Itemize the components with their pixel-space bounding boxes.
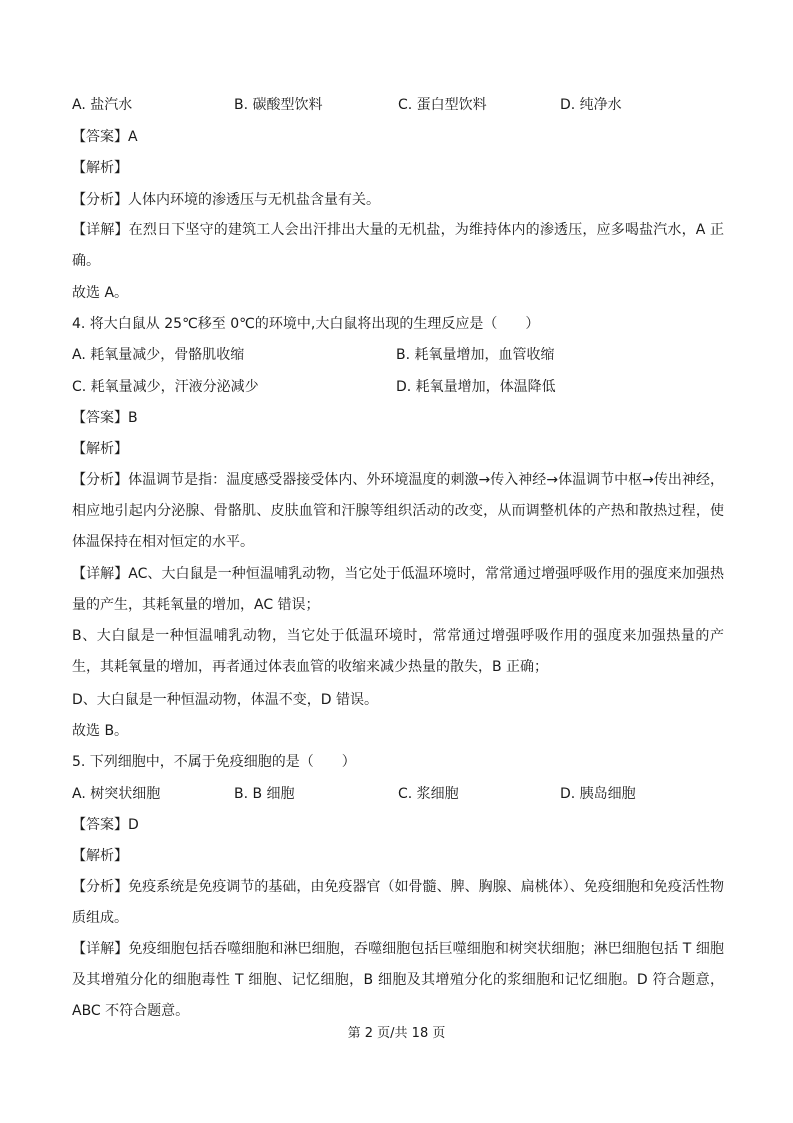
q3-option-b: B. 碳酸型饮料 xyxy=(234,97,323,113)
q5-option-c: C. 浆细胞 xyxy=(398,786,459,802)
q3-answer: 【答案】A xyxy=(72,129,138,145)
q3-option-c: C. 蛋白型饮料 xyxy=(398,97,487,113)
q5-analysis: 【分析】免疫系统是免疫调节的基础，由免疫器官（如骨髓、脾、胸腺、扁桃体）、免疫细胞和免疫活性物质组成。 xyxy=(72,879,724,926)
q5-option-b: B. B 细胞 xyxy=(234,786,295,802)
q3-option-d: D. 纯净水 xyxy=(560,97,622,113)
q4-detail-d: D、大白鼠是一种恒温动物，体温不变，D 错误。 xyxy=(72,692,379,708)
q3-analysis: 【分析】人体内环境的渗透压与无机盐含量有关。 xyxy=(72,192,380,208)
q5-option-d: D. 胰岛细胞 xyxy=(560,786,636,802)
q5-answer: 【答案】D xyxy=(72,817,139,833)
q3-detail: 【详解】在烈日下坚守的建筑工人会出汗排出大量的无机盐，为维持体内的渗透压，应多喝盐汽水，A 正确。 xyxy=(72,222,724,269)
q3-conclusion: 故选 A。 xyxy=(72,285,129,301)
q3-jiexi: 【解析】 xyxy=(72,160,128,176)
q4-option-c: C. 耗氧量减少，汗液分泌减少 xyxy=(72,379,259,395)
page-footer: 第 2 页/共 18 页 xyxy=(347,1026,446,1041)
q4-conclusion: 故选 B。 xyxy=(72,723,129,739)
q4-stem: 4. 将大白鼠从 25℃移至 0℃的环境中,大白鼠将出现的生理反应是（ ） xyxy=(72,316,540,332)
q4-jiexi: 【解析】 xyxy=(72,441,128,457)
q3-option-a: A. 盐汽水 xyxy=(72,97,133,113)
q4-answer: 【答案】B xyxy=(72,410,138,426)
q5-detail: 【详解】免疫细胞包括吞噬细胞和淋巴细胞，吞噬细胞包括巨噬细胞和树突状细胞；淋巴细胞包括 T 细胞及其增殖分化的细胞毒性 T 细胞、记忆细胞，B 细胞及其增殖分化的浆细胞和记忆细胞。D 符合题意，ABC 不符合题意。 xyxy=(72,941,724,1019)
q4-option-d: D. 耗氧量增加，体温降低 xyxy=(396,379,556,395)
q5-jiexi: 【解析】 xyxy=(72,848,128,864)
q4-option-a: A. 耗氧量减少，骨骼肌收缩 xyxy=(72,347,245,363)
q4-detail-b: B、大白鼠是一种恒温哺乳动物，当它处于低温环境时，常常通过增强呼吸作用的强度来加强热量的产生，其耗氧量的增加，再者通过体表血管的收缩来减少热量的散失，B 正确； xyxy=(72,628,724,675)
q5-stem: 5. 下列细胞中，不属于免疫细胞的是（ ） xyxy=(72,754,356,770)
q5-option-a: A. 树突状细胞 xyxy=(72,786,161,802)
q4-option-b: B. 耗氧量增加，血管收缩 xyxy=(396,347,555,363)
q4-analysis: 【分析】体温调节是指：温度感受器接受体内、外环境温度的刺激→传入神经→体温调节中枢→传出神经，相应地引起内分泌腺、骨骼肌、皮肤血管和汗腺等组织活动的改变，从而调整机体的产热和散热过程，使体温保持在相对恒定的水平。 xyxy=(72,472,724,550)
q4-detail-ac: 【详解】AC、大白鼠是一种恒温哺乳动物，当它处于低温环境时，常常通过增强呼吸作用的强度来加强热量的产生，其耗氧量的增加，AC 错误； xyxy=(72,566,724,613)
